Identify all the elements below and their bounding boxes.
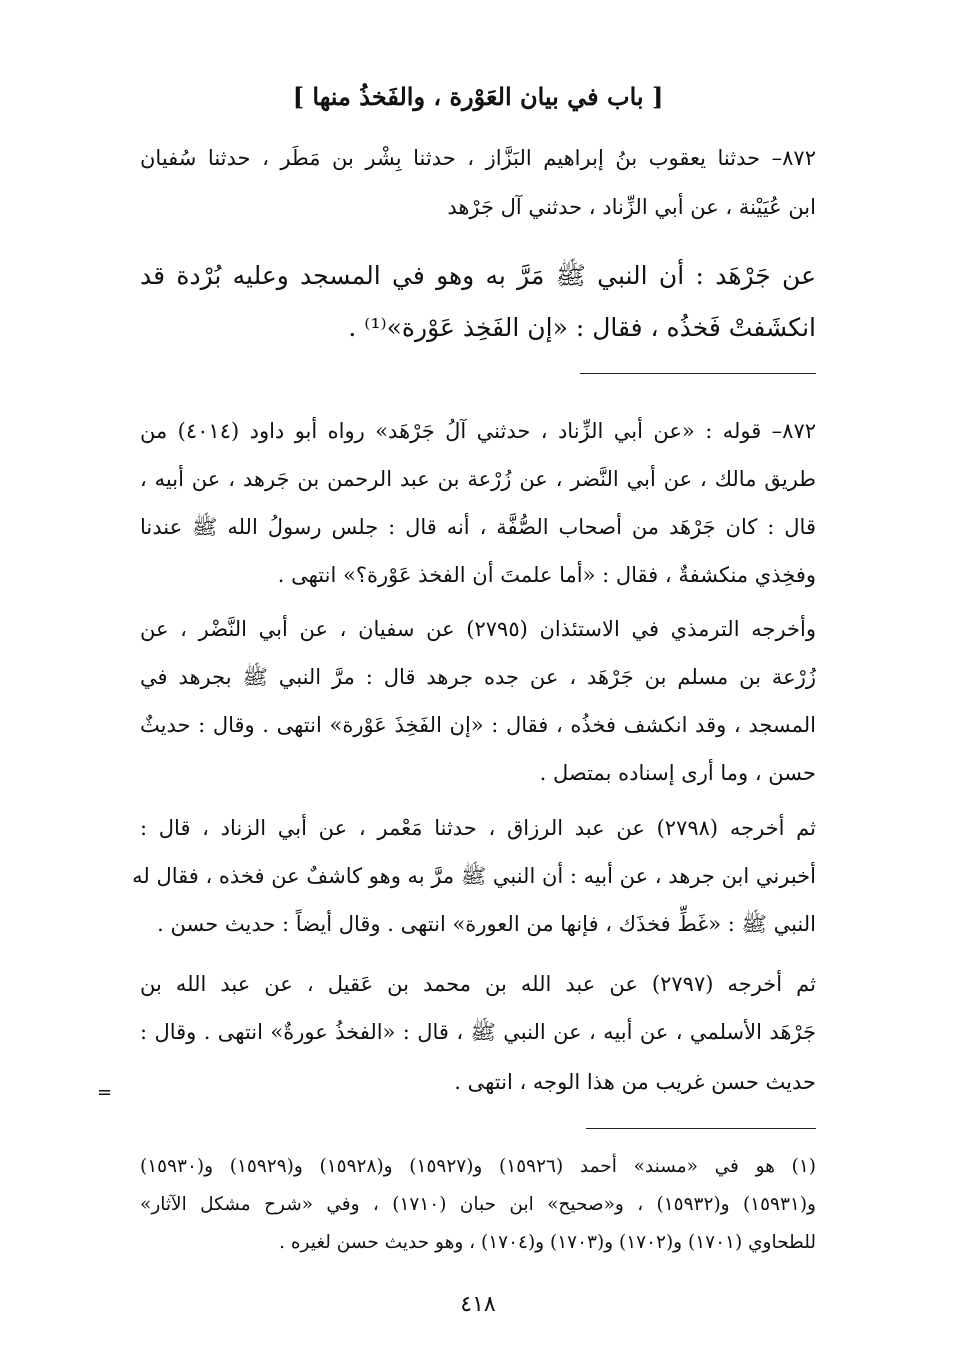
hadith-line-2: ابن عُيَيْنة ، عن أبي الزِّناد ، حدثني آل جَرْهد	[447, 195, 816, 219]
commentary-p3-line-1: ثم أخرجه (٢٧٩٨) عن عبد الرزاق ، حدثنا مَعْمر ، عن أبي الزناد ، قال :	[140, 816, 816, 840]
commentary-p2-line-4: حسن ، وما أرى إسناده بمتصل .	[539, 761, 816, 785]
chapter-title: [ باب في بيان العَوْرة ، والفَخذُ منها ]	[292, 82, 664, 111]
commentary-p1-line-4: وفخِذي منكشفةٌ ، فقال : «أما علمتَ أن الفخذ عَوْرة؟» انتهى .	[277, 563, 816, 587]
commentary-p1-line-2: طريق مالك ، عن أبي النَّضر ، عن زُرْعة بن عبد الرحمن بن جَرهد ، عن أبيه ،	[140, 467, 816, 491]
page-number: ٤١٨	[460, 1292, 496, 1317]
footnote-line-3: للطحاوي (١٧٠١) و(١٧٠٢) و(١٧٠٣) و(١٧٠٤) ، وهو حديث حسن لغيره .	[279, 1232, 816, 1253]
commentary-p1-line-3: قال : كان جَرْهَد من أصحاب الصُّفَّة ، أنه قال : جلس رسولُ الله ﷺ عندنا	[140, 515, 816, 539]
footnote-line-1: (١) هو في «مسند» أحمد (١٥٩٢٦) و(١٥٩٢٧) و(١٥٩٢٨) و(١٥٩٢٩) و(١٥٩٣٠)	[140, 1156, 816, 1177]
commentary-p2-line-3: المسجد ، وقد انكشف فخذُه ، فقال : «إن الفَخِذَ عَوْرة» انتهى . وقال : حديثٌ	[140, 713, 816, 737]
footnote-line-2: و(١٥٩٣١) و(١٥٩٣٢) ، و«صحيح» ابن حبان (١٧١٠) ، وفي «شرح مشكل الآثار»	[140, 1194, 816, 1215]
commentary-p1-line-1: ٨٧٢– قوله : «عن أبي الزِّناد ، حدثني آلُ جَرْهَد» رواه أبو داود (٤٠١٤) من	[140, 419, 817, 443]
side-marker: =	[97, 1082, 113, 1103]
commentary-p2-line-2: زُرْعة بن مسلم بن جَرْهَد ، عن جده جرهد قال : مرَّ النبي ﷺ بجرهد في	[140, 665, 816, 689]
hadith-line-4: انكشَفتْ فَخذُه ، فقال : «إن الفَخِذ عَوْرة»⁽¹⁾ .	[348, 313, 816, 342]
commentary-p4-line-3: حديث حسن غريب من هذا الوجه ، انتهى .	[454, 1070, 816, 1094]
commentary-p4-line-2: جَرْهَد الأسلمي ، عن أبيه ، عن النبي ﷺ ، قال : «الفخذُ عورةٌ» انتهى . وقال :	[140, 1020, 816, 1044]
commentary-p4-line-1: ثم أخرجه (٢٧٩٧) عن عبد الله بن محمد بن عَقيل ، عن عبد الله بن	[140, 972, 816, 996]
footnote-divider	[586, 1128, 816, 1129]
hadith-line-3: عن جَرْهَد : أن النبي ﷺ مَرَّ به وهو في المسجد وعليه بُرْدة قد	[140, 261, 816, 290]
commentary-p3-line-3: النبي ﷺ : «غَطِّ فخذَك ، فإنها من العورة» انتهى . وقال أيضاً : حديث حسن .	[157, 912, 816, 936]
commentary-p3-line-2: أخبرني ابن جرهد ، عن أبيه : أن النبي ﷺ مرَّ به وهو كاشفٌ عن فخذه ، فقال له	[132, 864, 816, 888]
section-divider	[580, 373, 816, 374]
hadith-line-1: ٨٧٢– حدثنا يعقوب بنُ إبراهيم البَزَّاز ، حدثنا بِشْر بن مَطَر ، حدثنا سُفيان	[140, 146, 816, 170]
commentary-p2-line-1: وأخرجه الترمذي في الاستئذان (٢٧٩٥) عن سفيان ، عن أبي النَّضْر ، عن	[140, 617, 816, 641]
